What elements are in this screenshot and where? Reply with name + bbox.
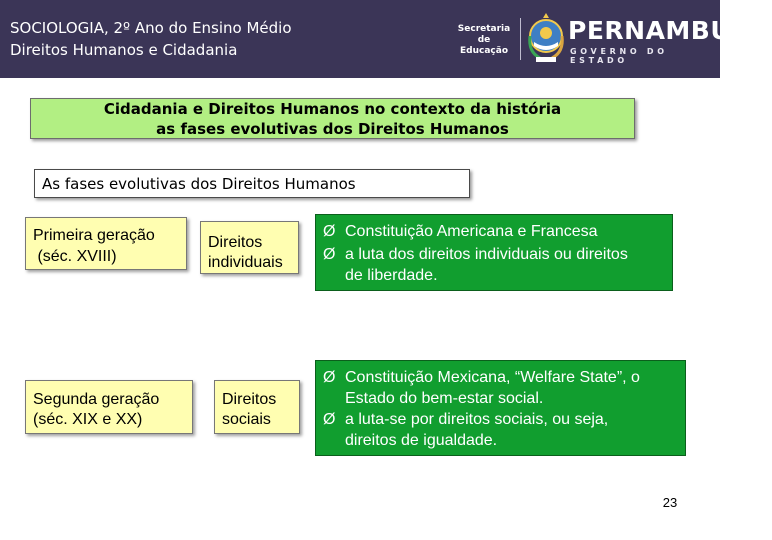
detail-bullet-continuation: de liberdade. — [345, 267, 438, 284]
detail-bullet: Ø a luta dos direitos individuais ou direitos — [323, 246, 628, 263]
secretaria-label: Secretaria de Educação — [457, 24, 511, 56]
detail-bullet: Ø a luta-se por direitos sociais, ou seja, — [323, 411, 609, 428]
pernambuco-coat-of-arms-icon — [526, 12, 566, 64]
arrow-bullet-icon: Ø — [323, 246, 336, 263]
generation-label-line: Primeira geração — [33, 227, 155, 244]
arrow-bullet-icon: Ø — [323, 369, 336, 386]
generation-label-box — [25, 217, 187, 270]
government-logo — [452, 10, 772, 68]
arrow-bullet-icon: Ø — [323, 223, 336, 240]
generation-label-line: Segunda geração — [33, 391, 160, 408]
detail-bullet: Ø Constituição Americana e Francesa — [323, 223, 598, 240]
detail-bullet: Ø Constituição Mexicana, “Welfare State”, o — [323, 369, 640, 386]
rights-type-line: Direitos — [208, 234, 263, 251]
rights-type-line: individuais — [208, 254, 283, 271]
generation-detail-box — [315, 360, 686, 456]
state-subtitle: GOVERNO DO ESTADO — [570, 47, 668, 65]
course-topic: Direitos Humanos e Cidadania — [10, 41, 238, 59]
detail-bullet-continuation: Estado do bem-estar social. — [345, 390, 544, 407]
slide-title-line-1: Cidadania e Direitos Humanos no contexto da história — [103, 100, 562, 118]
generation-detail-box — [315, 214, 673, 291]
state-name: PERNAMBUCO — [568, 16, 772, 45]
rights-type-box — [200, 221, 299, 274]
slide-title-box — [30, 98, 635, 139]
header-bar — [0, 0, 772, 78]
generation-period: (séc. XIX e XX) — [33, 411, 143, 428]
arrow-bullet-icon: Ø — [323, 411, 336, 428]
slide-title-line-2: as fases evolutivas dos Direitos Humanos — [156, 120, 509, 138]
logo-divider — [520, 18, 521, 60]
rights-type-box — [214, 380, 300, 434]
page-number: 23 — [662, 495, 678, 510]
detail-bullet-continuation: direitos de igualdade. — [345, 432, 498, 449]
rights-type-line: Direitos — [222, 391, 277, 408]
section-heading-box — [34, 169, 470, 198]
course-title: SOCIOLOGIA, 2º Ano do Ensino Médio — [10, 19, 292, 37]
rights-type-line: sociais — [222, 411, 271, 428]
generation-period: (séc. XVIII) — [33, 248, 117, 265]
section-heading: As fases evolutivas dos Direitos Humanos — [42, 175, 356, 193]
generation-label-box — [25, 380, 193, 434]
